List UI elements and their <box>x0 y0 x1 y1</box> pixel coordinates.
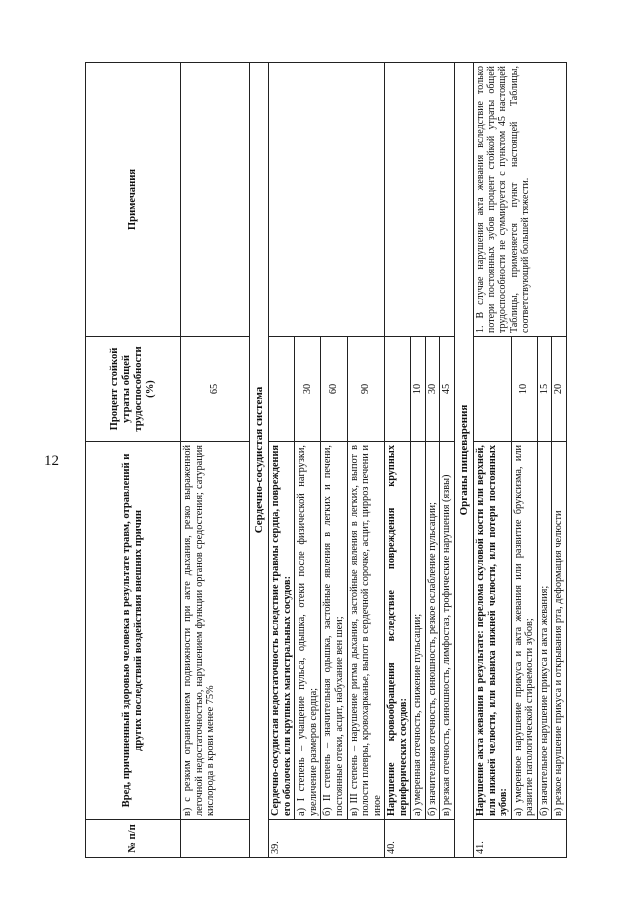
row-percent: 10 <box>511 337 537 442</box>
row-text: б) II степень – значительная одышка, застойные явления в легких и печени, постоянные отеки, асцит, набухание вен шеи; <box>321 442 347 820</box>
row-percent: 10 <box>411 337 426 442</box>
row-text: в) с резким ограничением подвижности при акте дыхания, резко выраженной легочной недостаточностью, нарушением функции органов средостения; сатурация кислорода в крови менее 75% <box>181 442 250 820</box>
row-text: Нарушение акта жевания в результате: перелома скуловой кости или верхней, или нижней челюсти, или вывиха нижней челюсти, или потери постоянных зубов: <box>474 442 512 820</box>
row-text: а) I степень – учащение пульса, одышка, отеки после физической нагрузки, увеличение размеров сердца; <box>295 442 321 820</box>
header-num: № п/п <box>86 820 181 858</box>
row-num <box>511 820 537 858</box>
row-note: 1. В случае нарушения акта жевания вследствие только потери постоянных зубов процент стойкой утраты общей трудоспособности не суммируется с пунктом 45 настоящей Таблицы, применяется пункт настоящей Таблицы, соответствующий большей тяжести. <box>474 63 567 337</box>
row-text: в) резкое нарушение прикуса и открывания рта, деформация челюсти <box>552 442 567 820</box>
row-percent: 20 <box>552 337 567 442</box>
row-note <box>347 63 385 337</box>
row-num: 41. <box>474 820 512 858</box>
row-percent <box>269 337 295 442</box>
row-percent: 90 <box>347 337 385 442</box>
row-percent: 30 <box>425 337 440 442</box>
row-text: Нарушение кровообращения вследствие повреждения крупных периферических сосудов: <box>385 442 411 820</box>
table-row <box>474 63 512 858</box>
table-row <box>347 63 385 858</box>
row-percent <box>385 337 411 442</box>
row-percent: 15 <box>537 337 552 442</box>
row-text: в) III степень – нарушение ритма дыхания, застойные явления в легких, выпот в полости плевры, кровохарканье, выпот в сердечной сорочке, асцит, цирроз печени и иное <box>347 442 385 820</box>
row-percent: 65 <box>181 337 250 442</box>
table-row <box>269 63 295 858</box>
header-harm: Вред, причиненный здоровью человека в результате травм, отравлений и других последствий воздействия внешних причин <box>86 442 181 820</box>
table-row <box>321 63 347 858</box>
row-note <box>295 63 321 337</box>
row-note <box>269 63 295 337</box>
row-note <box>321 63 347 337</box>
table-header-row <box>86 63 181 858</box>
row-num <box>425 820 440 858</box>
row-text: а) умеренное нарушение прикуса и акта жевания или развитие бруксизма, или развитие патологической стираемости зубов; <box>511 442 537 820</box>
table-row <box>425 63 440 858</box>
row-note <box>181 63 250 337</box>
row-num <box>411 820 426 858</box>
row-text: б) значительная отечность, синюшность, резкое ослабление пульсации; <box>425 442 440 820</box>
row-num <box>295 820 321 858</box>
table-row <box>181 63 250 858</box>
row-text: Сердечно-сосудистая недостаточность вследствие травмы сердца, повреждения его оболочек или крупных магистральных сосудов: <box>269 442 295 820</box>
page-number: 12 <box>44 453 59 469</box>
row-percent: 60 <box>321 337 347 442</box>
table-row <box>440 63 455 858</box>
section-row <box>454 63 473 858</box>
row-text: в) резкая отечность, синюшность, лимфостаз, трофические нарушения (язвы) <box>440 442 455 820</box>
row-note <box>385 63 411 337</box>
row-num <box>347 820 385 858</box>
row-num <box>321 820 347 858</box>
section-title-cardio: Сердечно-сосудистая система <box>250 63 269 858</box>
row-num: 39. <box>269 820 295 858</box>
header-notes: Примечания <box>86 63 181 337</box>
row-percent: 45 <box>440 337 455 442</box>
row-num: 40. <box>385 820 411 858</box>
row-num <box>537 820 552 858</box>
row-text: а) умеренная отечность, снижение пульсации; <box>411 442 426 820</box>
header-percent: Процент стойкой утраты общей трудоспособности (%) <box>86 337 181 442</box>
row-num <box>181 820 250 858</box>
rotated-table-container <box>85 63 610 858</box>
row-num <box>552 820 567 858</box>
section-row <box>250 63 269 858</box>
table-row <box>295 63 321 858</box>
table-row <box>411 63 426 858</box>
row-text: б) значительное нарушение прикуса и акта жевания; <box>537 442 552 820</box>
row-note <box>425 63 440 337</box>
row-note <box>440 63 455 337</box>
table-row <box>385 63 411 858</box>
row-note <box>411 63 426 337</box>
row-num <box>440 820 455 858</box>
section-title-digestive: Органы пищеварения <box>454 63 473 858</box>
row-percent <box>474 337 512 442</box>
row-percent: 30 <box>295 337 321 442</box>
injury-table <box>85 62 567 858</box>
